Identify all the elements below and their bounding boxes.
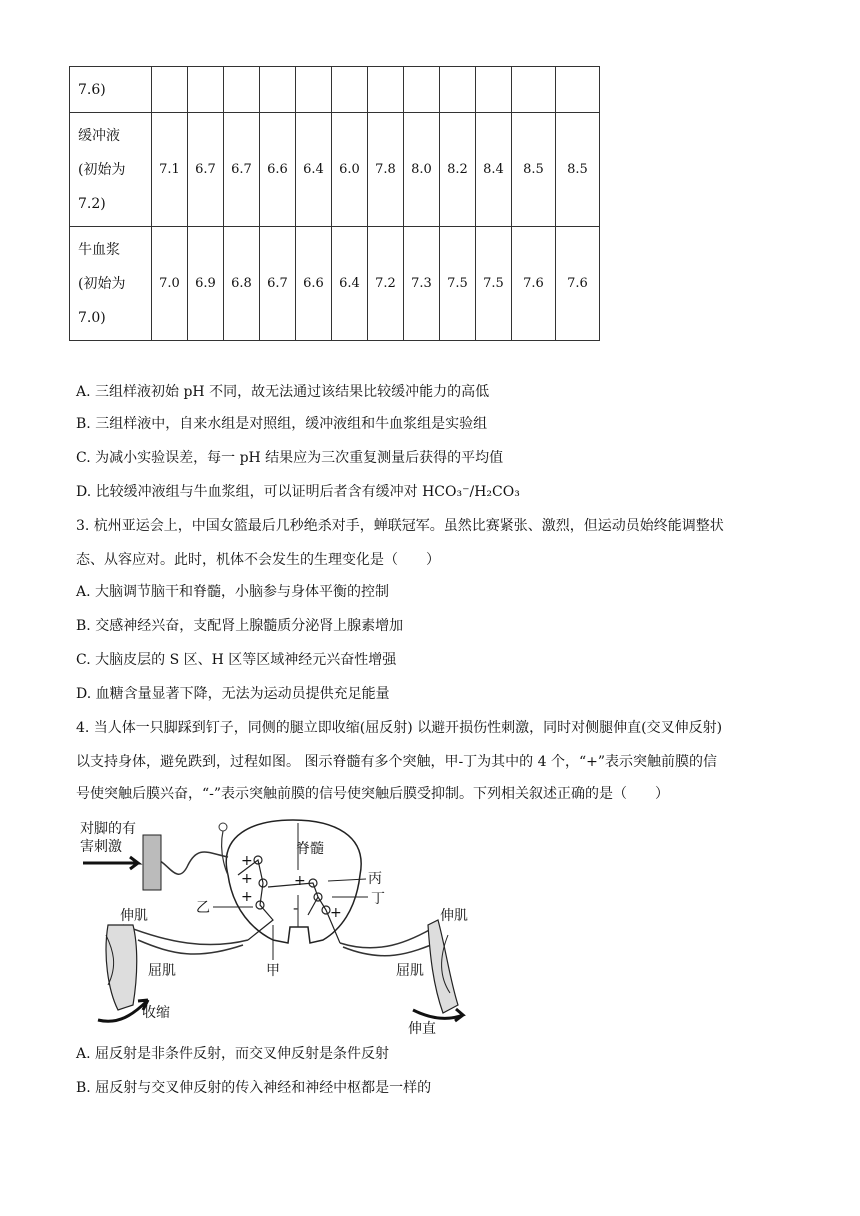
left-leg xyxy=(106,925,137,1010)
table-cell xyxy=(368,67,404,113)
table-cell xyxy=(512,67,556,113)
synapse-bing-label: 丙 xyxy=(368,871,382,887)
table-cell: 7.2 xyxy=(368,227,404,341)
table-cell xyxy=(296,67,332,113)
reflex-arc-figure xyxy=(78,815,468,1037)
table-cell xyxy=(476,67,512,113)
q4-stem-cont2: 号使突触后膜兴奋，“-”表示突触前膜的信号使突触后膜受抑制。下列相关叙述正确的是（ ） xyxy=(76,786,670,802)
synapse-ding-label: 丁 xyxy=(371,891,385,907)
table-cell: 6.7 xyxy=(188,113,224,227)
contract-label: 收缩 xyxy=(142,1005,170,1021)
stimulus-arrow xyxy=(83,857,138,869)
q2-option-d: D. 比较缓冲液组与牛血浆组，可以证明后者含有缓冲对 HCO₃⁻/H₂CO₃ xyxy=(76,484,520,500)
table-cell: 8.0 xyxy=(404,113,440,227)
table-cell: 6.4 xyxy=(296,113,332,227)
synapse-jia-label: 甲 xyxy=(266,963,280,979)
minus-sign: - xyxy=(293,901,299,917)
table-cell: 8.4 xyxy=(476,113,512,227)
table-cell: 7.6 xyxy=(556,227,600,341)
table-cell: 7.5 xyxy=(476,227,512,341)
table-row xyxy=(70,113,600,227)
q2-option-c: C. 为减小实验误差，每一 pH 结果应为三次重复测量后获得的平均值 xyxy=(76,450,504,466)
table-cell: 8.2 xyxy=(440,113,476,227)
q3-option-b: B. 交感神经兴奋，支配肾上腺髓质分泌肾上腺素增加 xyxy=(76,618,404,634)
plus-sign: + xyxy=(241,853,253,869)
plus-sign: + xyxy=(294,873,306,889)
table-cell: 8.5 xyxy=(556,113,600,227)
table-cell: 7.5 xyxy=(440,227,476,341)
q3-option-d: D. 血糖含量显著下降，无法为运动员提供充足能量 xyxy=(76,686,390,702)
table-cell xyxy=(152,67,188,113)
row-header: 7.6) xyxy=(70,67,152,113)
table-cell: 7.6 xyxy=(512,227,556,341)
table-cell xyxy=(224,67,260,113)
extend-label: 伸直 xyxy=(408,1021,436,1037)
q4-option-a: A. 屈反射是非条件反射，而交叉伸反射是条件反射 xyxy=(76,1046,390,1062)
q3-option-c: C. 大脑皮层的 S 区、H 区等区域神经元兴奋性增强 xyxy=(76,652,397,668)
table-cell: 6.9 xyxy=(188,227,224,341)
flexor-left-label: 屈肌 xyxy=(148,963,176,979)
table-cell: 6.4 xyxy=(332,227,368,341)
table-cell xyxy=(404,67,440,113)
extensor-right-label: 伸肌 xyxy=(440,908,468,924)
extensor-left-label: 伸肌 xyxy=(120,908,148,924)
q4-option-b: B. 屈反射与交叉伸反射的传入神经和神经中枢都是一样的 xyxy=(76,1080,432,1096)
table-cell: 8.5 xyxy=(512,113,556,227)
table-cell: 7.8 xyxy=(368,113,404,227)
table-cell: 6.6 xyxy=(296,227,332,341)
row-header: 牛血浆 (初始为 7.0) xyxy=(70,227,152,341)
plus-sign: + xyxy=(330,905,342,921)
q4-stem-cont: 以支持身体，避免跌到，过程如图。 图示脊髓有多个突触，甲-丁为其中的 4 个，“+”表示突触前膜的信 xyxy=(76,754,718,770)
table-cell xyxy=(260,67,296,113)
plus-sign: + xyxy=(241,871,253,887)
q2-option-a: A. 三组样液初始 pH 不同，故无法通过该结果比较缓冲能力的高低 xyxy=(76,384,490,400)
ph-data-table xyxy=(69,66,600,341)
q3-stem-cont: 态、从容应对。此时，机体不会发生的生理变化是（ ） xyxy=(76,552,440,568)
row-header: 缓冲液 (初始为 7.2) xyxy=(70,113,152,227)
table-cell xyxy=(332,67,368,113)
q2-option-b: B. 三组样液中，自来水组是对照组，缓冲液组和牛血浆组是实验组 xyxy=(76,416,488,432)
table-cell: 6.7 xyxy=(224,113,260,227)
table-cell: 7.1 xyxy=(152,113,188,227)
table-cell: 6.7 xyxy=(260,227,296,341)
stimulus-label-2: 害刺激 xyxy=(80,839,122,855)
q4-stem: 4. 当人体一只脚踩到钉子，同侧的腿立即收缩(屈反射) 以避开损伤性刺激，同时对侧腿伸直(交叉伸反射) xyxy=(76,720,723,736)
synapse-yi-label: 乙 xyxy=(196,900,210,916)
table-cell: 6.0 xyxy=(332,113,368,227)
extend-arrow xyxy=(413,1009,463,1021)
table-cell: 6.8 xyxy=(224,227,260,341)
plus-sign: + xyxy=(241,889,253,905)
table-cell xyxy=(440,67,476,113)
table-row xyxy=(70,227,600,341)
right-leg xyxy=(428,920,458,1013)
table-cell: 6.6 xyxy=(260,113,296,227)
table-cell xyxy=(188,67,224,113)
q3-stem: 3. 杭州亚运会上，中国女篮最后几秒绝杀对手，蝉联冠军。虽然比赛紧张、激烈，但运动员始终能调整状 xyxy=(76,518,724,534)
q3-option-a: A. 大脑调节脑干和脊髓，小脑参与身体平衡的控制 xyxy=(76,584,390,600)
table-cell: 7.0 xyxy=(152,227,188,341)
foot-sole xyxy=(143,835,161,890)
flexor-right-label: 屈肌 xyxy=(396,963,424,979)
spinal-cord-label: 脊髓 xyxy=(296,841,324,857)
table-row xyxy=(70,67,600,113)
stimulus-label: 对脚的有 xyxy=(80,821,136,837)
table-cell: 7.3 xyxy=(404,227,440,341)
table-cell xyxy=(556,67,600,113)
